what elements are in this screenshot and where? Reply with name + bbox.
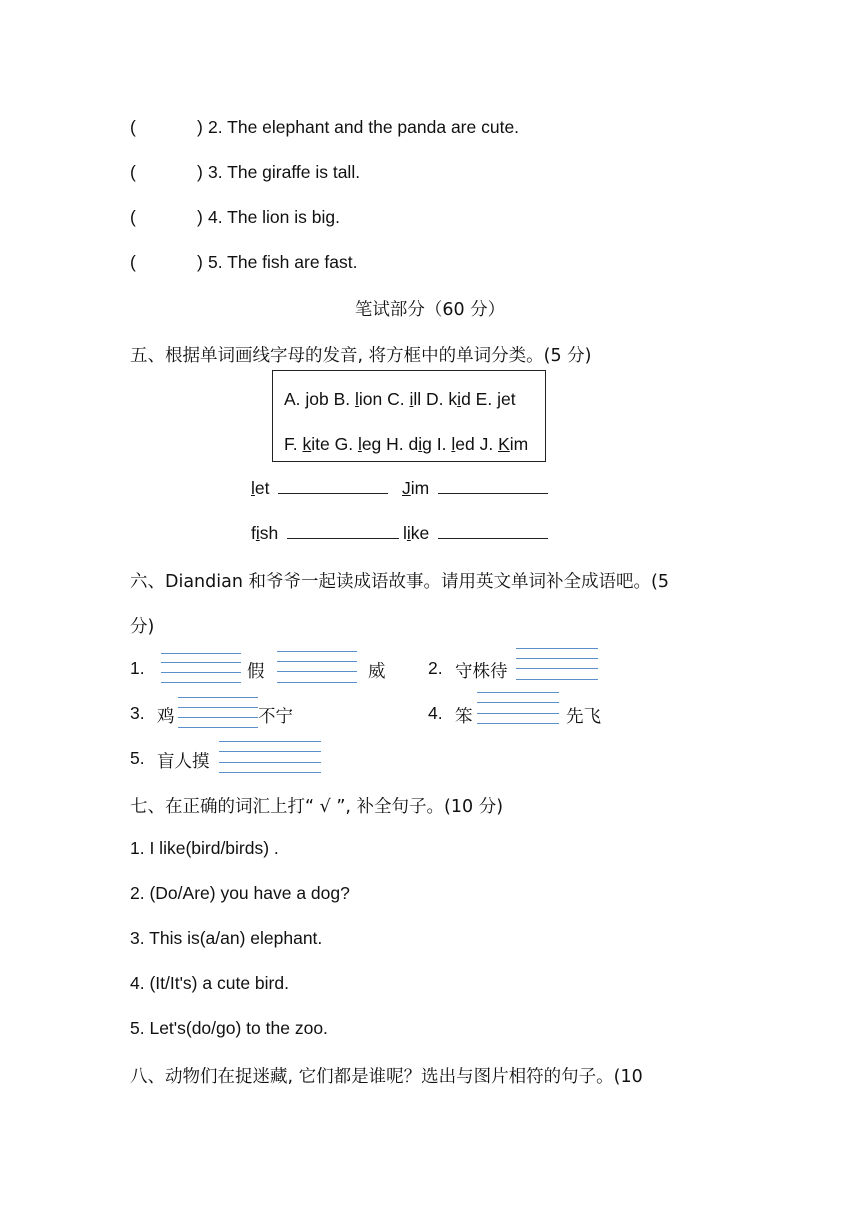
idiom-5-number: 5.: [130, 748, 145, 768]
sentence-item: 2. (Do/Are) you have a dog?: [130, 883, 350, 903]
idiom-2-number: 2.: [428, 658, 443, 678]
answer-paren-close: ): [197, 252, 203, 272]
idiom-4-char: 笨: [455, 707, 473, 727]
category-jim: Jim: [402, 478, 548, 499]
answer-blank[interactable]: [438, 524, 548, 539]
answer-paren-open: (: [130, 207, 136, 227]
idiom-1-char: 威: [368, 662, 386, 682]
section-6-title: 六、Diandian 和爷爷一起读成语故事。请用英文单词补全成语吧。(5: [130, 572, 669, 592]
sentence-item: 3. This is(a/an) elephant.: [130, 928, 323, 948]
answer-paren-open: (: [130, 117, 136, 137]
listen-item-text: 4. The lion is big.: [208, 207, 340, 227]
answer-blank[interactable]: [287, 524, 399, 539]
answer-paren-open: (: [130, 162, 136, 182]
answer-paren-close: ): [197, 162, 203, 182]
idiom-1-char: 假: [247, 662, 265, 682]
category-like: like: [403, 523, 548, 544]
category-let: let: [251, 478, 388, 499]
idiom-4-number: 4.: [428, 703, 443, 723]
section-5-title: 五、根据单词画线字母的发音, 将方框中的单词分类。(5 分): [130, 346, 592, 366]
idiom-3-chars: 不宁: [258, 707, 293, 727]
idiom-3-number: 3.: [130, 703, 145, 723]
answer-blank[interactable]: [438, 479, 548, 494]
listen-item-text: 5. The fish are fast.: [208, 252, 358, 272]
sentence-item: 5. Let's(do/go) to the zoo.: [130, 1018, 328, 1038]
idiom-5-chars: 盲人摸: [157, 752, 210, 772]
idiom-4-chars: 先飞: [566, 707, 601, 727]
answer-paren-close: ): [197, 117, 203, 137]
section-6-title-cont: 分): [130, 617, 155, 637]
listen-item-text: 3. The giraffe is tall.: [208, 162, 361, 182]
listen-item-text: 2. The elephant and the panda are cute.: [208, 117, 520, 137]
answer-paren-open: (: [130, 252, 136, 272]
idiom-1-number: 1.: [130, 658, 145, 678]
idiom-3-char: 鸡: [157, 707, 175, 727]
written-part-title: 笔试部分（60 分）: [354, 300, 506, 320]
section-7-title: 七、在正确的词汇上打“ √ ”, 补全句子。(10 分): [130, 797, 504, 817]
answer-blank[interactable]: [278, 479, 388, 494]
category-fish: fish: [251, 523, 399, 544]
section-8-title: 八、动物们在捉迷藏, 它们都是谁呢？选出与图片相符的句子。(10: [130, 1067, 643, 1087]
word-box-line-1: A. job B. lion C. ill D. kid E. jet: [284, 389, 516, 409]
word-box-line-2: F. kite G. leg H. dig I. led J. Kim: [284, 434, 529, 454]
sentence-item: 4. (It/It's) a cute bird.: [130, 973, 289, 993]
answer-paren-close: ): [197, 207, 203, 227]
sentence-item: 1. I like(bird/birds) .: [130, 838, 279, 858]
idiom-2-chars: 守株待: [455, 662, 508, 682]
